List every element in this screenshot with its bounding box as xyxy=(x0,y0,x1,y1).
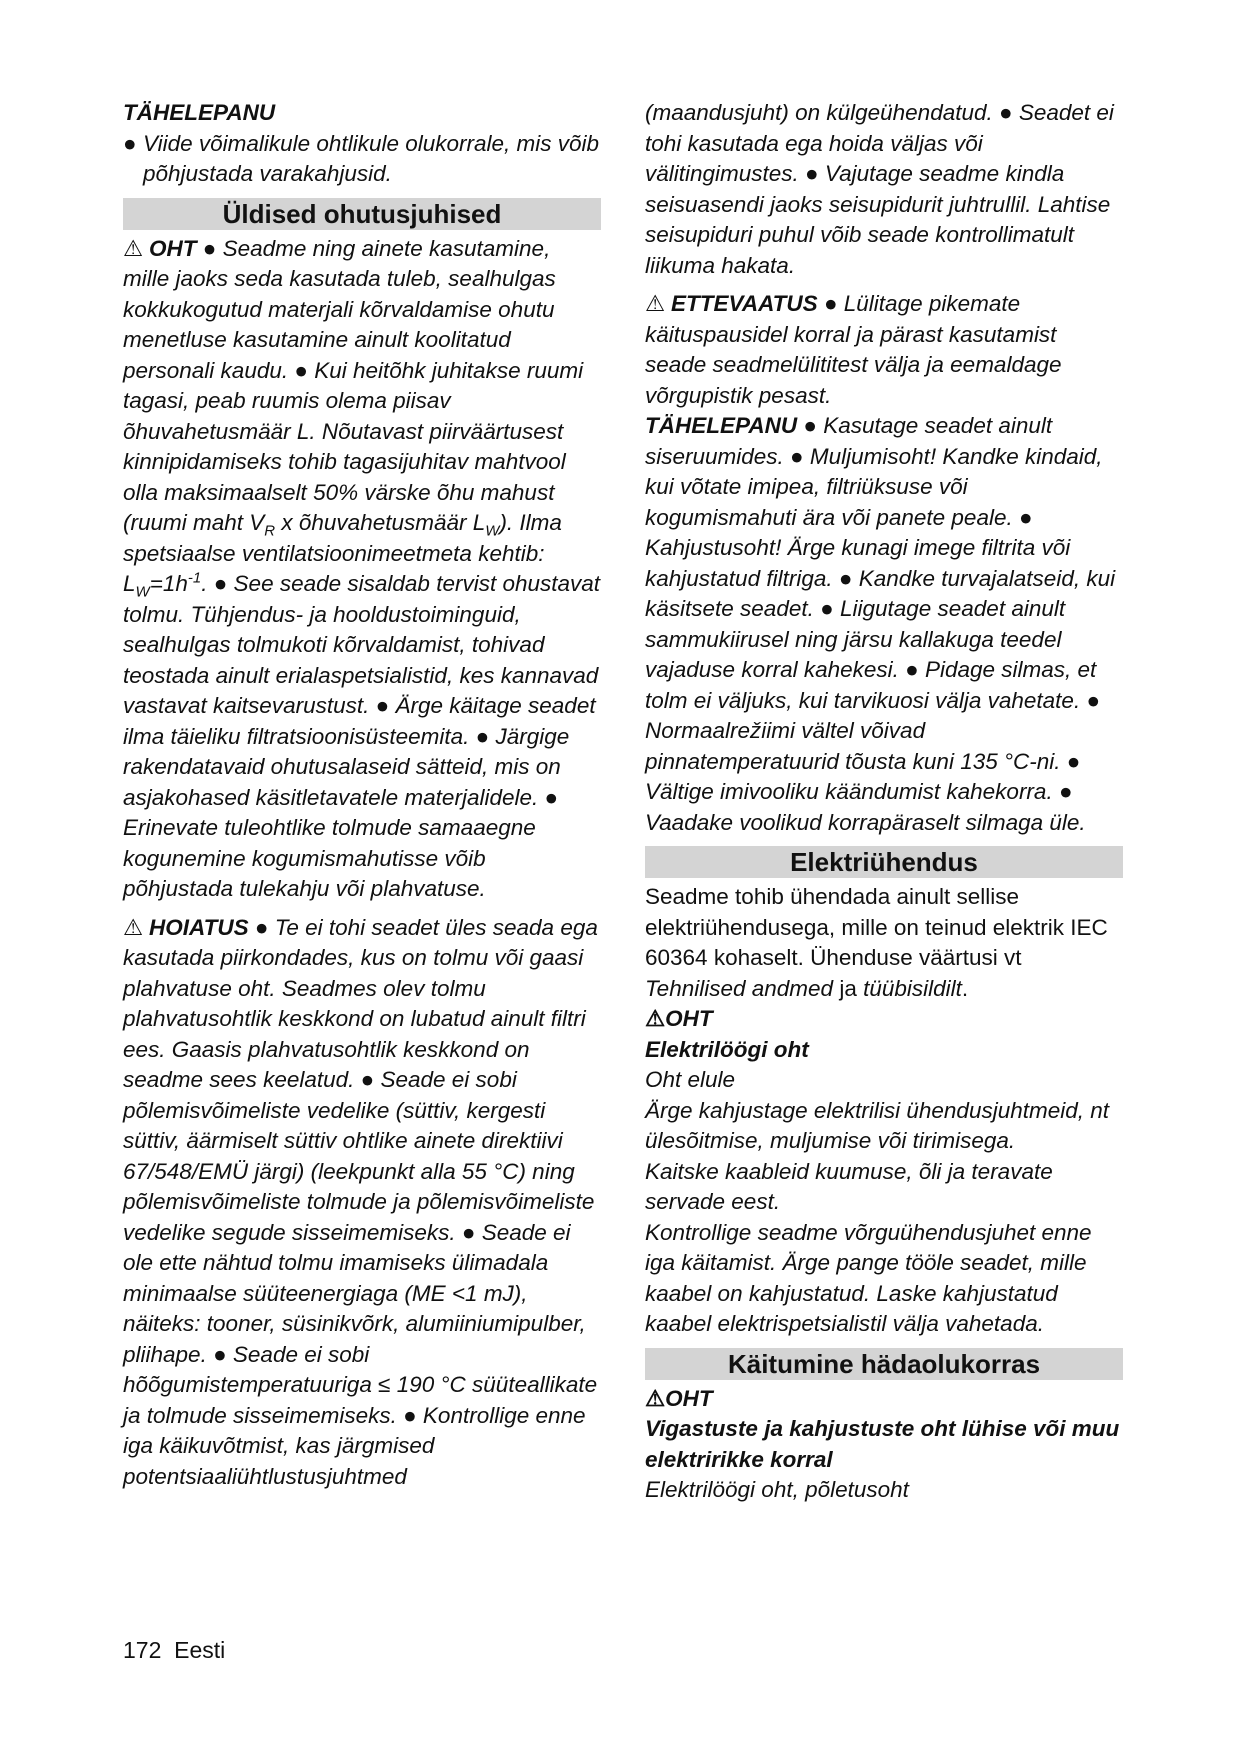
caution-paragraph xyxy=(645,289,1123,411)
electrical-text: Seadme tohib ühendada ainult sellise elektriühendusega, mille on teinud elektrik IEC 60364 kohaselt. Ühenduse väärtusi vt xyxy=(645,884,1108,970)
shock-title: Elektrilöögi oht xyxy=(645,1036,809,1062)
danger-label: OHT xyxy=(665,1385,713,1411)
section-heading-emergency: Käitumine hädaolukorras xyxy=(645,1348,1123,1380)
technical-data-ref: Tehnilised andmed xyxy=(645,975,834,1001)
page-number: 172 xyxy=(123,1637,162,1663)
life-danger-text: Oht elule xyxy=(645,1067,736,1092)
warning-triangle-icon: ⚠ xyxy=(645,1385,666,1411)
danger-text-b: x õhuvahetusmäär L xyxy=(275,510,486,535)
warning-paragraph xyxy=(123,913,601,1493)
notice-paragraph xyxy=(645,411,1123,838)
short-circuit-text: Elektrilöögi oht, põletusoht xyxy=(645,1477,909,1502)
cable-instruction-2: Kaitske kaableid kuumuse, õli ja teravate servade eest. xyxy=(645,1158,1053,1214)
caution-text: ● Lülitage pikemate käituspausidel korral ja pärast kasutamist seade seadmelülititest välja ja eemaldage võrgupistik pesast. xyxy=(645,291,1062,408)
footer-language: Eesti xyxy=(174,1637,226,1663)
warning-triangle-icon: ⚠ xyxy=(645,291,666,316)
warning-label: HOIATUS xyxy=(149,914,249,940)
notice-label: TÄHELEPANU xyxy=(123,100,276,125)
warning-text: ● Te ei tohi seadet üles seada ega kasutada piirkondades, kus on tolmu või gaasi plahvatuse oht. Seadmes olev tolmu plahvatusohtlik keskkond on lubatud ainult filtri ees. Gaasis plahvatusohtlik keskkond on seadme sees keelatud. ● Seade ei sobi põlemisvõimeliste vedelike (süttiv, kergesti süttiv, äärmiselt süttiv ohtlike ainete direktiivi 67/548/EMÜ järgi) (leekpunkt alla 55 °C) ning põlemisvõimeliste tolmude ja põlemisvõimeliste vedelike segude sisseimemiseks. ● Seade ei ole ette nähtud tolmu imamiseks ülimadala minimaalse süüteenergiaga (ME <1 mJ), näiteks: tooner, süsinikvõrk, alumiiniumipulber, pliihape. ● Seade ei sobi hõõgumistemperatuuriga ≤ 190 °C süüteallikate ja tolmude sisseimemiseks. ● Kontrollige enne iga käikuvõtmist, kas järgmised potentsiaaliühtlustusjuhtmed xyxy=(123,914,598,1489)
notice-bullet-item xyxy=(123,129,601,190)
subscript-w: W xyxy=(135,583,150,601)
subscript-w: W xyxy=(485,522,500,540)
notice-label: TÄHELEPANU xyxy=(645,413,798,438)
caution-label: ETTEVAATUS xyxy=(671,291,818,316)
right-column xyxy=(645,98,1123,1506)
left-column xyxy=(123,98,601,1492)
warning-triangle-icon: ⚠ xyxy=(123,914,144,940)
cable-instruction-3: Kontrollige seadme võrguühendusjuhet enne iga käitamist. Ärge pange tööle seadet, mille kaabel on kahjustatud. Laske kahjustatud kaabel elektrispetsialistil välja vahetada. xyxy=(645,1219,1092,1336)
danger-text-c: ). Ilma spetsiaalse ventilatsioonimeetmeta kehtib: L xyxy=(123,510,562,596)
danger-text-d: =1h xyxy=(149,571,188,596)
danger-label: OHT xyxy=(665,1006,713,1031)
danger-heading xyxy=(645,1384,1123,1415)
period: . xyxy=(961,975,969,1001)
danger-heading xyxy=(645,1004,1123,1035)
and-word: ja xyxy=(839,975,857,1001)
subscript-r: R xyxy=(264,522,276,540)
continuation-text: (maandusjuht) on külgeühendatud. ● Seadet ei tohi kasutada ega hoida väljas või välitingimustes. ● Vajutage seadme kindla seisuasendi jaoks seisupidurit juhtrullil. Lahtise seisupiduri puhul võib seade kontrollimatult liikuma hakata. xyxy=(645,100,1114,278)
warning-triangle-icon: ⚠ xyxy=(645,1006,666,1031)
danger-label: OHT xyxy=(149,235,197,261)
danger-text-e: . ● See seade sisaldab tervist ohustavat tolmu. Tühjendus- ja hooldustoiminguid, sealhulgas tolmukoti kõrvaldamist, tohivad teostada ainult erialaspetsialistid, kes kannavad vastavat kaitsevarustust. ● Ärge käitage seadet ilma täieliku filtratsioonisüsteemita. ● Järgige rakendatavaid ohutusalaseid sätteid, mis on asjakohased käsitletavatele materjalidele. ● Erinevate tuleohtlike tolmude samaaegne kogunemine kogumismahutisse võib põhjustada tulekahju või plahvatuse. xyxy=(123,571,601,901)
danger-text: ● Seadme ning ainete kasutamine, mille jaoks seda kasutada tuleb, sealhulgas kokkukogutud materjali kõrvaldamise ohutu menetluse kasutamine ainult koolitatud personali kaudu. ● Kui heitõhk juhitakse ruumi tagasi, peab ruumis olema piisav õhuvahetusmäär L. Nõutavast piirväärtusest kinnipidamiseks tohib tagasijuhitav mahtvool olla maksimaalselt 50% värske õhu mahust (ruumi maht V xyxy=(123,235,584,535)
short-circuit-title: Vigastuste ja kahjustuste oht lühise või muu elektririkke korral xyxy=(645,1416,1120,1472)
warning-triangle-icon: ⚠ xyxy=(123,235,144,261)
notice-text: ● Kasutage seadet ainult siseruumides. ● Muljumisoht! Kandke kindaid, kui võtate imipea, filtriüksuse või kogumismahuti ära või panete peale. ● Kahjustusoht! Ärge kunagi imege filtrita või kahjustatud filtriga. ● Kandke turvajalatseid, kui käsitsete seadet. ● Liigutage seadet ainult sammukiirusel ning järsu kallakuga teedel vajaduse korral kahekesi. ● Pidage silmas, et tolm ei väljuks, kui tarvikuosi välja vahetate. ● Normaalrežiimi vältel võivad pinnatemperatuurid tõusta kuni 135 °C-ni. ● Vältige imivooliku käändumist kahekorra. ● Vaadake voolikud korrapäraselt silmaga üle. xyxy=(645,413,1116,835)
section-heading-electrical-connection: Elektriühendus xyxy=(645,846,1123,878)
section-heading-general-safety: Üldised ohutusjuhised xyxy=(123,198,601,230)
bullet-dot: ● xyxy=(123,130,137,156)
notice-text: Viide võimalikule ohtlikule olukorrale, mis võib põhjustada varakahjusid. xyxy=(143,130,600,186)
danger-paragraph xyxy=(123,234,601,905)
superscript-minus-one: -1 xyxy=(187,569,202,587)
cable-instruction-1: Ärge kahjustage elektrilisi ühendusjuhtmeid, nt ülesõitmise, muljumise või tirimisega. xyxy=(645,1097,1110,1153)
electrical-paragraph xyxy=(645,882,1123,1004)
page-footer xyxy=(123,1637,225,1664)
type-plate-ref: tüübisildilt xyxy=(863,975,962,1001)
